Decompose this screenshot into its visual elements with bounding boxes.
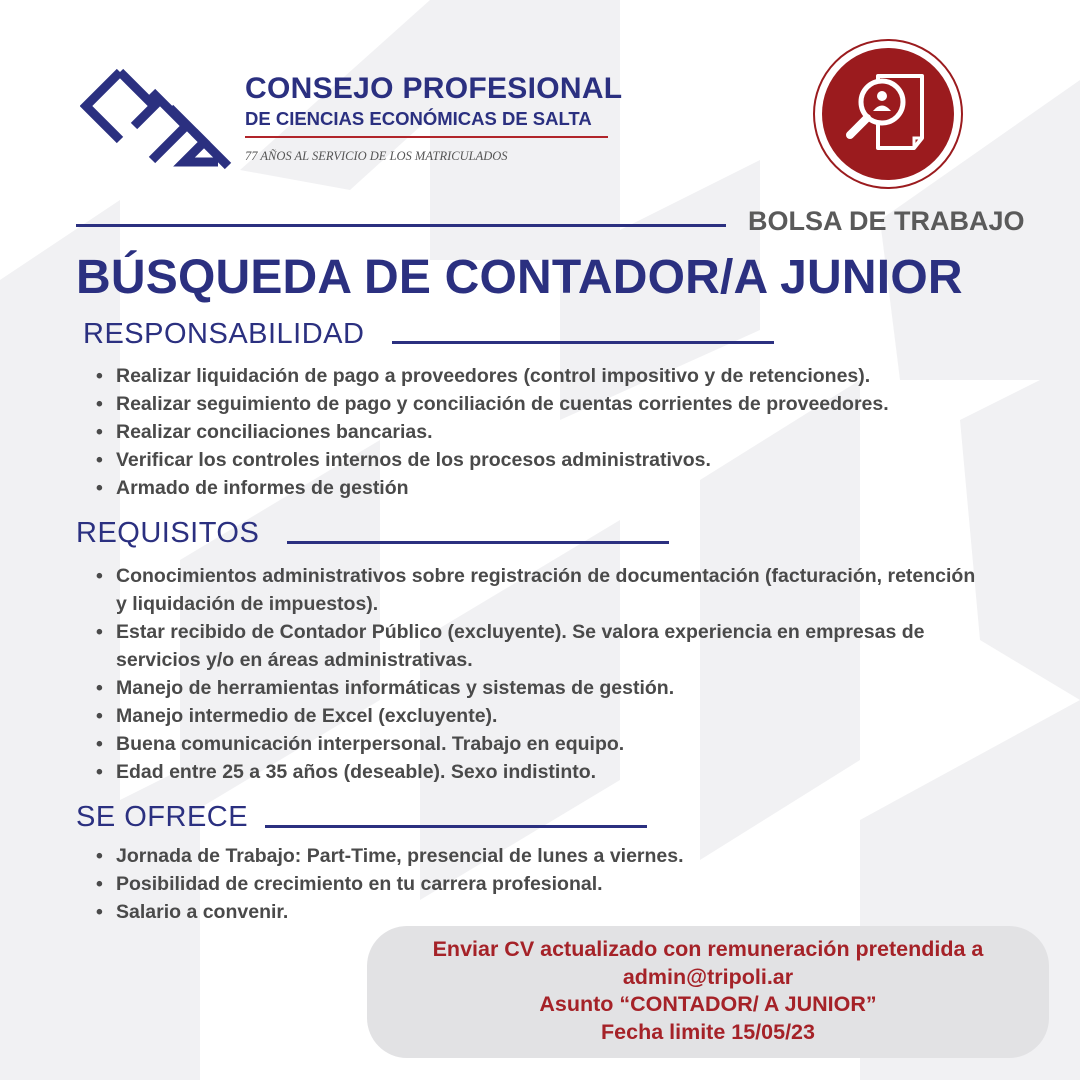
list-item: • Estar recibido de Contador Público (excluyente). Se valora experiencia en empresas de servicios y/o en áreas administrativas. — [96, 618, 976, 674]
list-item: • Posibilidad de crecimiento en tu carrera profesional. — [96, 870, 996, 898]
org-divider — [245, 136, 608, 138]
se-ofrece-rule — [265, 825, 647, 828]
search-person-document-icon — [812, 38, 964, 190]
list-item: • Salario a convenir. — [96, 898, 996, 926]
se-ofrece-list — [96, 842, 996, 926]
header-rule — [76, 224, 726, 227]
cpce-logo-icon — [80, 62, 234, 174]
cta-instruction: Enviar CV actualizado con remuneración pretendida a — [432, 937, 984, 961]
section-label: BOLSA DE TRABAJO — [748, 206, 1025, 236]
list-item: • Realizar liquidación de pago a proveedores (control impositivo y de retenciones). — [96, 362, 996, 390]
cta-deadline: Fecha limite 15/05/23 — [601, 1019, 815, 1044]
list-item: • Realizar conciliaciones bancarias. — [96, 418, 996, 446]
list-item: • Armado de informes de gestión — [96, 474, 996, 502]
requisitos-heading: REQUISITOS — [76, 517, 260, 549]
list-item: • Manejo intermedio de Excel (excluyente). — [96, 702, 976, 730]
list-item: • Manejo de herramientas informáticas y sistemas de gestión. — [96, 674, 976, 702]
responsabilidad-list — [96, 362, 996, 502]
list-item: • Conocimientos administrativos sobre registración de documentación (facturación, retención y liquidación de impuestos). — [96, 562, 976, 618]
responsabilidad-heading: RESPONSABILIDAD — [83, 318, 365, 350]
cta-email-link[interactable]: admin@tripoli.ar — [622, 964, 794, 989]
org-name: CONSEJO PROFESIONAL — [245, 72, 623, 105]
list-item: • Realizar seguimiento de pago y conciliación de cuentas corrientes de proveedores. — [96, 390, 996, 418]
org-subtitle: DE CIENCIAS ECONÓMICAS DE SALTA — [245, 108, 592, 129]
responsabilidad-rule — [392, 341, 774, 344]
list-item: • Verificar los controles internos de los procesos administrativos. — [96, 446, 996, 474]
list-item: • Buena comunicación interpersonal. Trabajo en equipo. — [96, 730, 976, 758]
se-ofrece-heading: SE OFRECE — [76, 801, 249, 833]
page-title: BÚSQUEDA DE CONTADOR/A JUNIOR — [76, 251, 963, 304]
cta-subject: Asunto “CONTADOR/ A JUNIOR” — [539, 992, 877, 1016]
list-item: • Edad entre 25 a 35 años (deseable). Sexo indistinto. — [96, 758, 976, 786]
org-motto: 77 AÑOS AL SERVICIO DE LOS MATRICULADOS — [245, 149, 508, 163]
requisitos-list — [96, 562, 976, 786]
requisitos-rule — [287, 541, 669, 544]
cta-box — [367, 926, 1049, 1058]
list-item: • Jornada de Trabajo: Part-Time, presencial de lunes a viernes. — [96, 842, 996, 870]
